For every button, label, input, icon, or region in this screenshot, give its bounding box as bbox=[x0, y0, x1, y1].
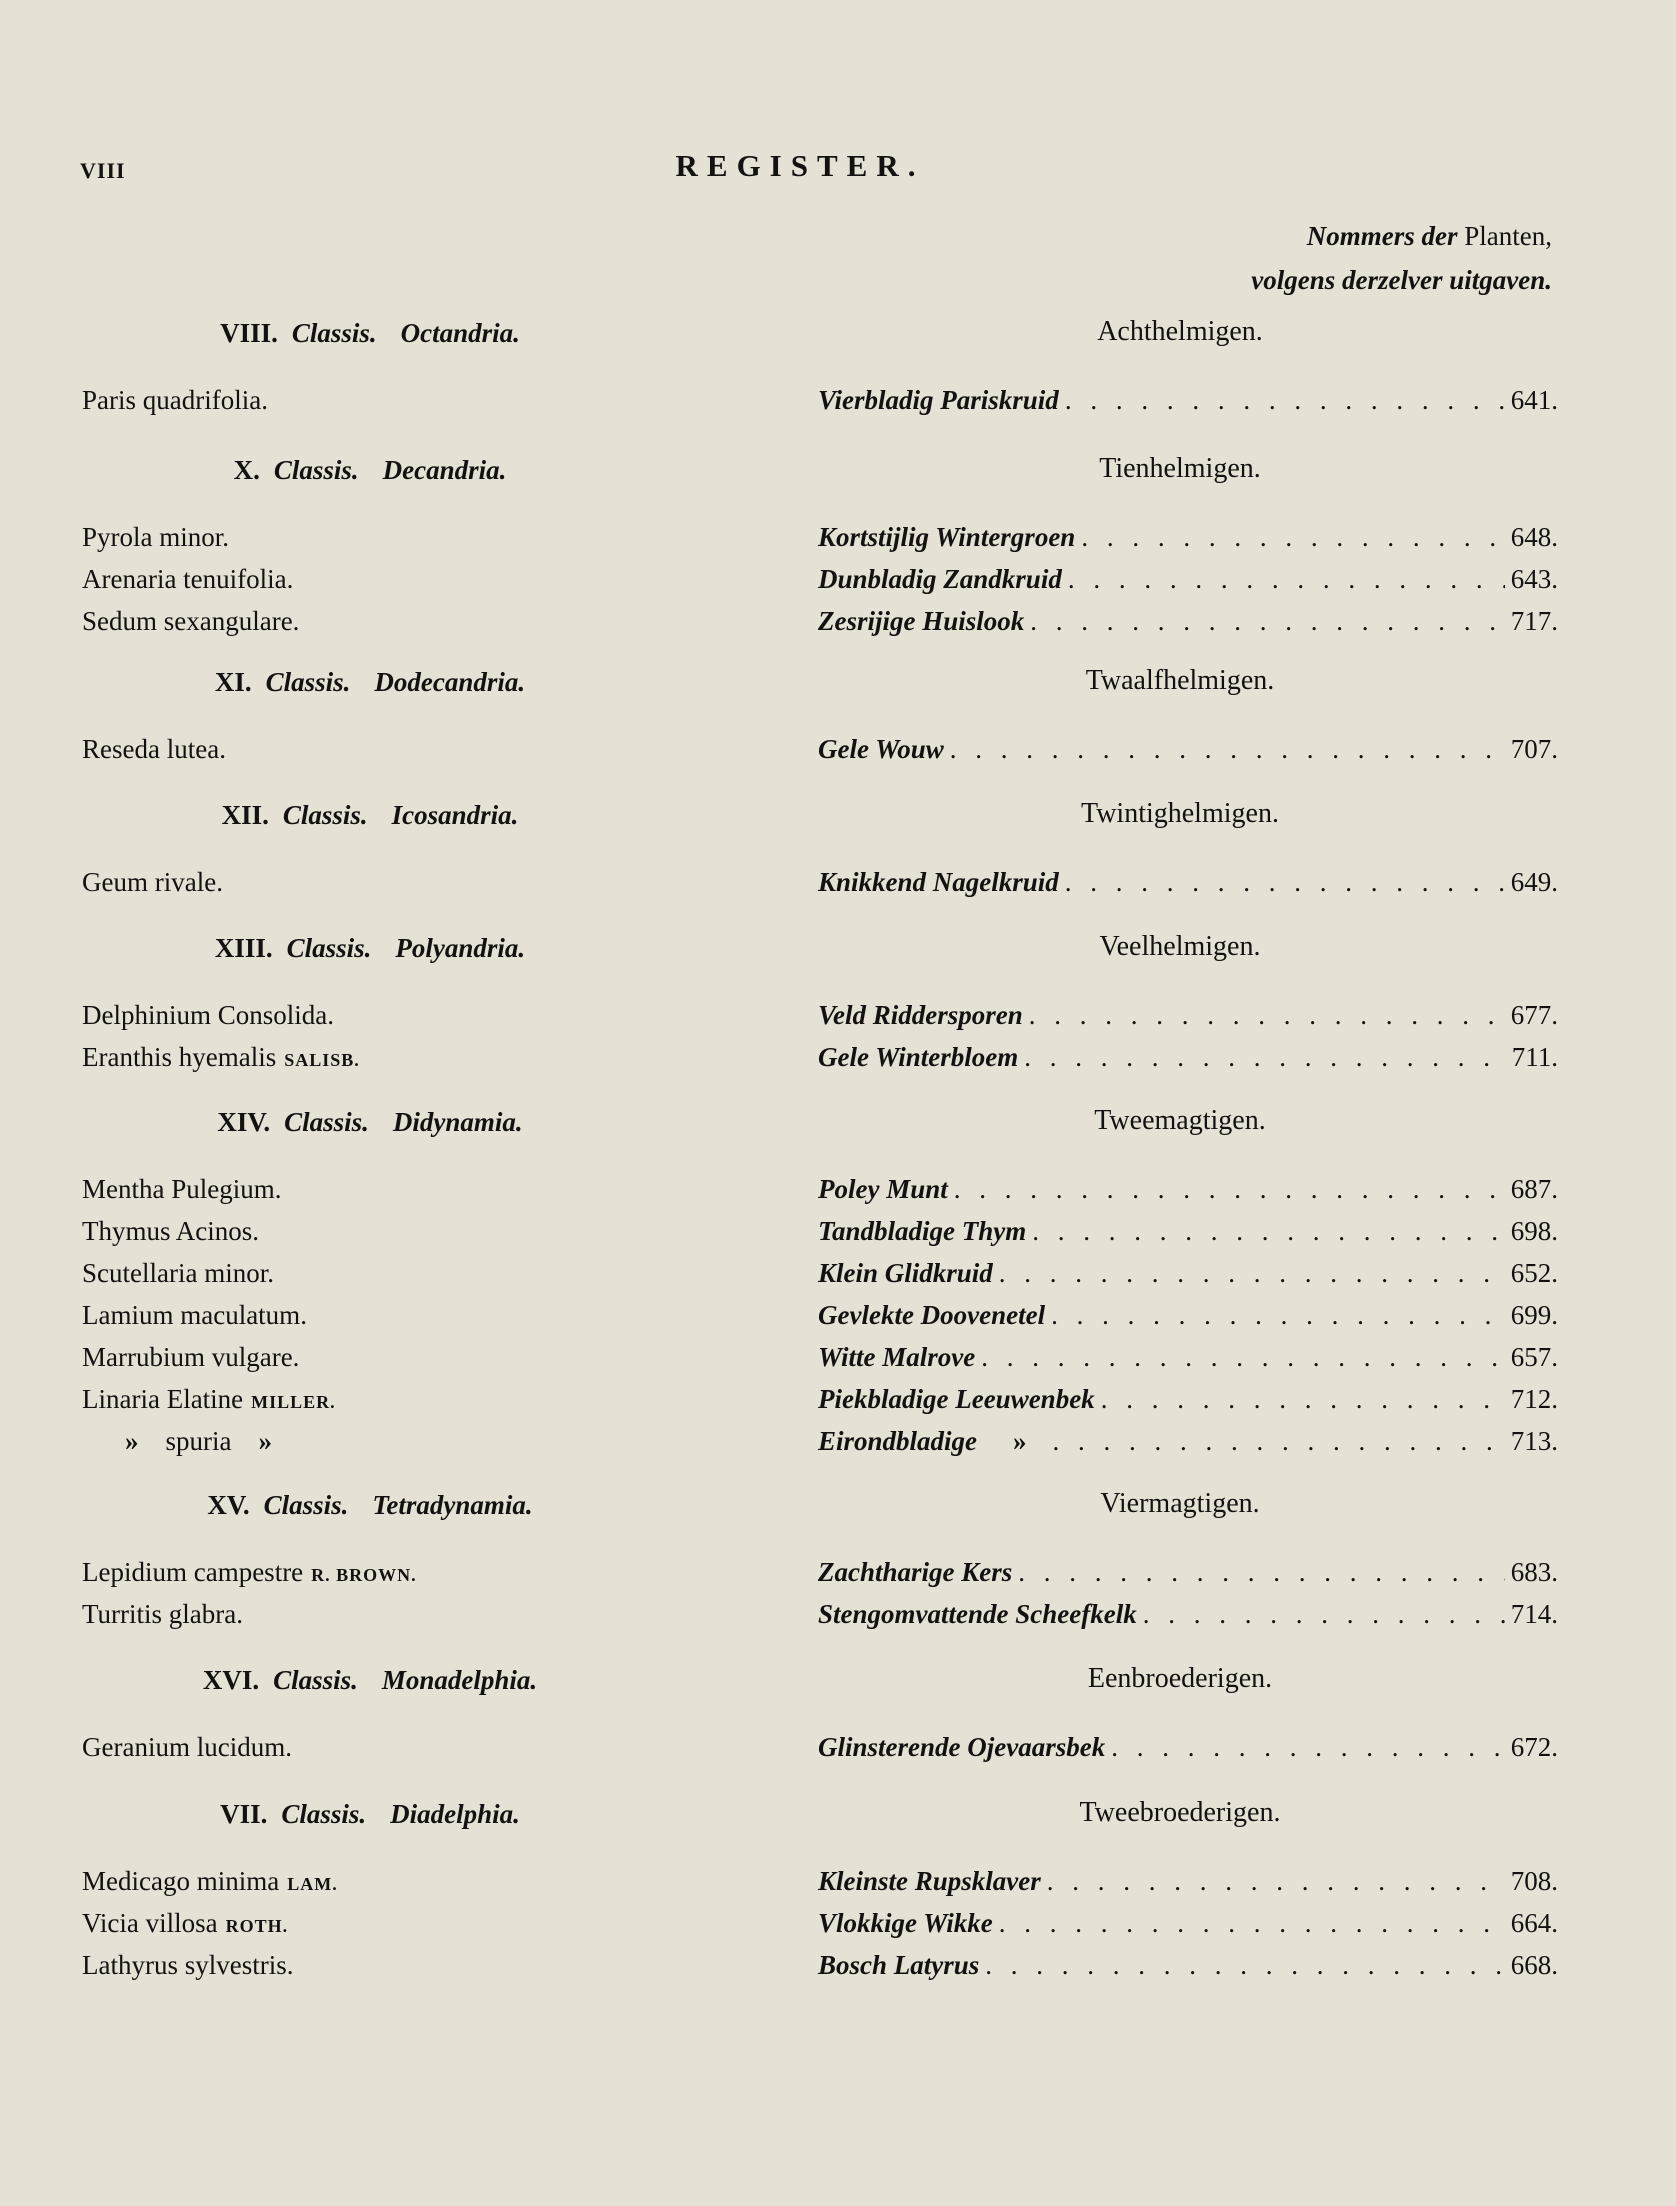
latin-name bbox=[82, 1599, 243, 1630]
latin-name bbox=[82, 522, 229, 553]
dutch-name bbox=[818, 1300, 1558, 1331]
ditto-mark: » bbox=[125, 1426, 139, 1456]
classis-label: Classis. bbox=[284, 1107, 369, 1137]
latin-class-heading bbox=[120, 1490, 620, 1521]
register-entry bbox=[0, 385, 1676, 427]
dutch-name bbox=[818, 1042, 1558, 1073]
dot-leader bbox=[1024, 1042, 1506, 1073]
dutch-name bbox=[818, 564, 1558, 595]
latin-name bbox=[82, 1174, 281, 1205]
dutch-name bbox=[818, 1426, 1558, 1457]
page-title: REGISTER. bbox=[675, 148, 925, 183]
dot-leader bbox=[1065, 385, 1505, 416]
latin-species: Lamium maculatum. bbox=[82, 1300, 307, 1330]
register-entry bbox=[0, 1732, 1676, 1774]
dutch-class-heading: Veelhelmigen. bbox=[1099, 931, 1261, 962]
plant-number: 712. bbox=[1510, 1384, 1558, 1414]
page-number: VIII bbox=[80, 158, 126, 183]
dutch-species: Eirondbladige bbox=[818, 1426, 978, 1456]
dutch-class-heading: Tweemagtigen. bbox=[1094, 1105, 1266, 1136]
dot-leader bbox=[1101, 1384, 1505, 1415]
dutch-class-heading: Tweebroederigen. bbox=[1079, 1797, 1281, 1828]
latin-class-heading bbox=[120, 1107, 620, 1138]
latin-class-heading bbox=[120, 1665, 620, 1696]
plant-number: 648. bbox=[1510, 522, 1558, 552]
register-entry bbox=[0, 606, 1676, 648]
dutch-species: Piekbladige Leeuwenbek bbox=[818, 1384, 1095, 1414]
latin-name bbox=[82, 867, 223, 898]
latin-name bbox=[82, 1216, 259, 1247]
dutch-species: Poley Munt bbox=[818, 1174, 948, 1204]
classis-label: Classis. bbox=[263, 1490, 349, 1520]
dot-leader bbox=[1032, 1216, 1504, 1247]
latin-name bbox=[82, 1258, 274, 1289]
column-header-line2: volgens derzelver uitgaven. bbox=[1251, 265, 1552, 295]
class-numeral: XII. bbox=[221, 800, 269, 830]
dutch-species: Klein Glidkruid bbox=[818, 1258, 993, 1288]
latin-name bbox=[82, 734, 226, 765]
dot-leader bbox=[1081, 522, 1504, 553]
dutch-class-heading: Viermagtigen. bbox=[1100, 1488, 1260, 1519]
dot-leader bbox=[950, 734, 1505, 765]
dot-leader bbox=[985, 1950, 1504, 1981]
class-numeral: VII. bbox=[220, 1799, 268, 1829]
latin-name bbox=[82, 1732, 292, 1763]
latin-name bbox=[82, 1300, 307, 1331]
plant-number: 687. bbox=[1510, 1174, 1558, 1204]
dutch-name bbox=[818, 1258, 1558, 1289]
column-header-italic: Nommers der bbox=[1306, 221, 1458, 251]
dutch-species: Witte Malrove bbox=[818, 1342, 976, 1372]
author-abbrev: MILLER. bbox=[251, 1392, 336, 1412]
dutch-name bbox=[818, 734, 1558, 765]
dutch-species: Zesrijige Huislook bbox=[818, 606, 1025, 636]
dot-leader bbox=[1143, 1599, 1505, 1630]
latin-class-name: Tetradynamia. bbox=[372, 1490, 533, 1520]
dot-leader bbox=[954, 1174, 1505, 1205]
register-entry bbox=[0, 1342, 1676, 1384]
register-entry bbox=[0, 1950, 1676, 1992]
author-abbrev: ROTH. bbox=[225, 1916, 289, 1936]
latin-class-heading bbox=[120, 455, 620, 486]
dutch-name bbox=[818, 522, 1558, 553]
dot-leader bbox=[1065, 867, 1505, 898]
latin-name bbox=[82, 1342, 299, 1373]
dutch-species: Gele Wouw bbox=[818, 734, 944, 764]
dutch-species: Knikkend Nagelkruid bbox=[818, 867, 1059, 897]
latin-species: Eranthis hyemalis bbox=[82, 1042, 277, 1072]
plant-number: 707. bbox=[1510, 734, 1558, 764]
plant-number: 711. bbox=[1511, 1042, 1558, 1072]
latin-species: Turritis glabra. bbox=[82, 1599, 243, 1629]
dutch-name bbox=[818, 606, 1558, 637]
latin-class-name: Polyandria. bbox=[395, 933, 526, 963]
dot-leader bbox=[1047, 1866, 1505, 1897]
latin-name bbox=[82, 1000, 334, 1031]
latin-name bbox=[125, 1426, 272, 1457]
plant-number: 677. bbox=[1510, 1000, 1558, 1030]
latin-name bbox=[82, 1557, 417, 1588]
class-numeral: VIII. bbox=[220, 318, 278, 348]
register-entry bbox=[0, 867, 1676, 909]
dutch-class-heading: Eenbroederigen. bbox=[1087, 1663, 1273, 1694]
latin-species: Geum rivale. bbox=[82, 867, 223, 897]
plant-number: 713. bbox=[1510, 1426, 1558, 1456]
dutch-species: Stengomvattende Scheefkelk bbox=[818, 1599, 1137, 1629]
latin-class-name: Dodecandria. bbox=[374, 667, 526, 697]
dutch-class-heading: Twaalfhelmigen. bbox=[1085, 665, 1275, 696]
classis-label: Classis. bbox=[273, 455, 359, 485]
plant-number: 649. bbox=[1510, 867, 1558, 897]
latin-class-heading bbox=[120, 1799, 620, 1830]
dutch-name bbox=[818, 1000, 1558, 1031]
dutch-species: Kleinste Rupsklaver bbox=[818, 1866, 1041, 1896]
dutch-species: Veld Riddersporen bbox=[818, 1000, 1023, 1030]
class-numeral: XV. bbox=[207, 1490, 250, 1520]
class-numeral: XIII. bbox=[214, 933, 273, 963]
latin-class-name: Diadelphia. bbox=[390, 1799, 520, 1829]
classis-label: Classis. bbox=[286, 933, 372, 963]
plant-number: 668. bbox=[1510, 1950, 1558, 1980]
dot-leader bbox=[1030, 606, 1504, 637]
class-numeral: X. bbox=[233, 455, 260, 485]
latin-class-name: Decandria. bbox=[382, 455, 507, 485]
register-entry bbox=[0, 564, 1676, 606]
classis-label: Classis. bbox=[281, 1799, 367, 1829]
plant-number: 683. bbox=[1510, 1557, 1558, 1587]
dot-leader bbox=[981, 1342, 1505, 1373]
plant-number: 717. bbox=[1510, 606, 1558, 636]
latin-class-heading bbox=[120, 800, 620, 831]
dutch-name bbox=[818, 867, 1558, 898]
register-entry bbox=[0, 1216, 1676, 1258]
classis-label: Classis. bbox=[282, 800, 368, 830]
latin-species: Lathyrus sylvestris. bbox=[82, 1950, 294, 1980]
dutch-name bbox=[818, 1866, 1558, 1897]
latin-species: Marrubium vulgare. bbox=[82, 1342, 300, 1372]
latin-species: Vicia villosa bbox=[82, 1908, 218, 1938]
plant-number: 657. bbox=[1510, 1342, 1558, 1372]
dutch-name bbox=[818, 1174, 1558, 1205]
dot-leader bbox=[1053, 1426, 1505, 1457]
plant-number: 698. bbox=[1510, 1216, 1558, 1246]
latin-species: Paris quadrifolia. bbox=[82, 385, 268, 415]
latin-name bbox=[82, 1908, 288, 1939]
dot-leader bbox=[1029, 1000, 1505, 1031]
dutch-name bbox=[818, 1216, 1558, 1247]
register-entry bbox=[0, 1258, 1676, 1300]
latin-name bbox=[82, 1384, 336, 1415]
latin-name bbox=[82, 1866, 338, 1897]
dutch-species: Tandbladige Thym bbox=[818, 1216, 1027, 1246]
dot-leader bbox=[999, 1258, 1505, 1289]
dutch-species: Vlokkige Wikke bbox=[818, 1908, 993, 1938]
dutch-name bbox=[818, 1342, 1558, 1373]
latin-class-name: Didynamia. bbox=[392, 1107, 523, 1137]
dutch-name bbox=[818, 1384, 1558, 1415]
plant-number: 641. bbox=[1510, 385, 1558, 415]
classis-label: Classis. bbox=[273, 1665, 358, 1695]
latin-species: Mentha Pulegium. bbox=[82, 1174, 282, 1204]
class-numeral: XVI. bbox=[202, 1665, 260, 1695]
latin-class-heading bbox=[120, 667, 620, 698]
register-entry bbox=[0, 1866, 1676, 1908]
dutch-name bbox=[818, 1557, 1558, 1588]
dutch-class-heading: Twintighelmigen. bbox=[1081, 798, 1279, 829]
latin-name bbox=[82, 1042, 360, 1073]
column-header-upright: Planten, bbox=[1464, 221, 1552, 251]
dutch-species: Bosch Latyrus bbox=[818, 1950, 980, 1980]
latin-species: Linaria Elatine bbox=[82, 1384, 244, 1414]
ditto-mark: » bbox=[258, 1426, 272, 1456]
register-entry bbox=[0, 1557, 1676, 1599]
latin-species: Reseda lutea. bbox=[82, 734, 226, 764]
latin-species: Pyrola minor. bbox=[82, 522, 229, 552]
dutch-species: Glinsterende Ojevaarsbek bbox=[818, 1732, 1106, 1762]
latin-species: Geranium lucidum. bbox=[82, 1732, 292, 1762]
plant-number: 643. bbox=[1510, 564, 1558, 594]
latin-species: Arenaria tenuifolia. bbox=[82, 564, 294, 594]
plant-number: 708. bbox=[1510, 1866, 1558, 1896]
latin-species: Thymus Acinos. bbox=[82, 1216, 260, 1246]
class-numeral: XI. bbox=[214, 667, 252, 697]
latin-species: spuria bbox=[165, 1426, 232, 1456]
latin-species: Sedum sexangulare. bbox=[82, 606, 300, 636]
register-entry bbox=[0, 1300, 1676, 1342]
dutch-name bbox=[818, 1732, 1558, 1763]
dutch-name bbox=[818, 385, 1558, 416]
plant-number: 652. bbox=[1510, 1258, 1558, 1288]
register-entry bbox=[0, 1599, 1676, 1641]
classis-label: Classis. bbox=[265, 667, 351, 697]
register-entry bbox=[0, 1042, 1676, 1084]
register-entry bbox=[0, 522, 1676, 564]
latin-species: Delphinium Consolida. bbox=[82, 1000, 334, 1030]
dutch-name bbox=[818, 1908, 1558, 1939]
latin-class-name: Octandria. bbox=[400, 318, 520, 348]
plant-number: 672. bbox=[1510, 1732, 1558, 1762]
dot-leader bbox=[999, 1908, 1505, 1939]
dot-leader bbox=[1018, 1557, 1504, 1588]
latin-species: Medicago minima bbox=[82, 1866, 280, 1896]
dutch-species: Vierbladig Pariskruid bbox=[818, 385, 1059, 415]
register-entry bbox=[0, 1000, 1676, 1042]
dot-leader bbox=[1051, 1300, 1505, 1331]
dutch-name bbox=[818, 1599, 1558, 1630]
dutch-species: Kortstijlig Wintergroen bbox=[818, 522, 1076, 552]
register-entry bbox=[0, 1384, 1676, 1426]
dutch-class-heading: Tienhelmigen. bbox=[1099, 453, 1261, 484]
dot-leader bbox=[1068, 564, 1505, 595]
latin-class-heading bbox=[120, 318, 620, 349]
ditto-mark: » bbox=[1013, 1426, 1027, 1456]
register-entry bbox=[0, 1426, 1676, 1468]
dutch-species: Dunbladig Zandkruid bbox=[818, 564, 1062, 594]
dutch-name bbox=[818, 1950, 1558, 1981]
latin-class-name: Monadelphia. bbox=[381, 1665, 538, 1695]
dutch-species: Gevlekte Doovenetel bbox=[818, 1300, 1046, 1330]
author-abbrev: LAM. bbox=[287, 1874, 338, 1894]
latin-class-name: Icosandria. bbox=[391, 800, 519, 830]
column-header-line1 bbox=[1251, 214, 1552, 258]
dot-leader bbox=[1111, 1732, 1505, 1763]
dutch-class-heading: Achthelmigen. bbox=[1097, 316, 1263, 347]
register-entry bbox=[0, 1174, 1676, 1216]
author-abbrev: R. BROWN. bbox=[311, 1565, 417, 1585]
latin-species: Scutellaria minor. bbox=[82, 1258, 274, 1288]
plant-number: 664. bbox=[1510, 1908, 1558, 1938]
latin-species: Lepidium campestre bbox=[82, 1557, 304, 1587]
author-abbrev: SALISB. bbox=[284, 1050, 360, 1070]
plant-number: 699. bbox=[1510, 1300, 1558, 1330]
latin-name bbox=[82, 1950, 293, 1981]
column-header bbox=[1251, 214, 1552, 302]
classis-label: Classis. bbox=[291, 318, 377, 348]
latin-name bbox=[82, 385, 268, 416]
class-numeral: XIV. bbox=[217, 1107, 271, 1137]
latin-name bbox=[82, 564, 293, 595]
dutch-species: Gele Winterbloem bbox=[818, 1042, 1019, 1072]
latin-name bbox=[82, 606, 299, 637]
register-entry bbox=[0, 734, 1676, 776]
plant-number: 714. bbox=[1510, 1599, 1558, 1629]
latin-class-heading bbox=[120, 933, 620, 964]
register-entry bbox=[0, 1908, 1676, 1950]
dutch-species: Zachtharige Kers bbox=[818, 1557, 1013, 1587]
